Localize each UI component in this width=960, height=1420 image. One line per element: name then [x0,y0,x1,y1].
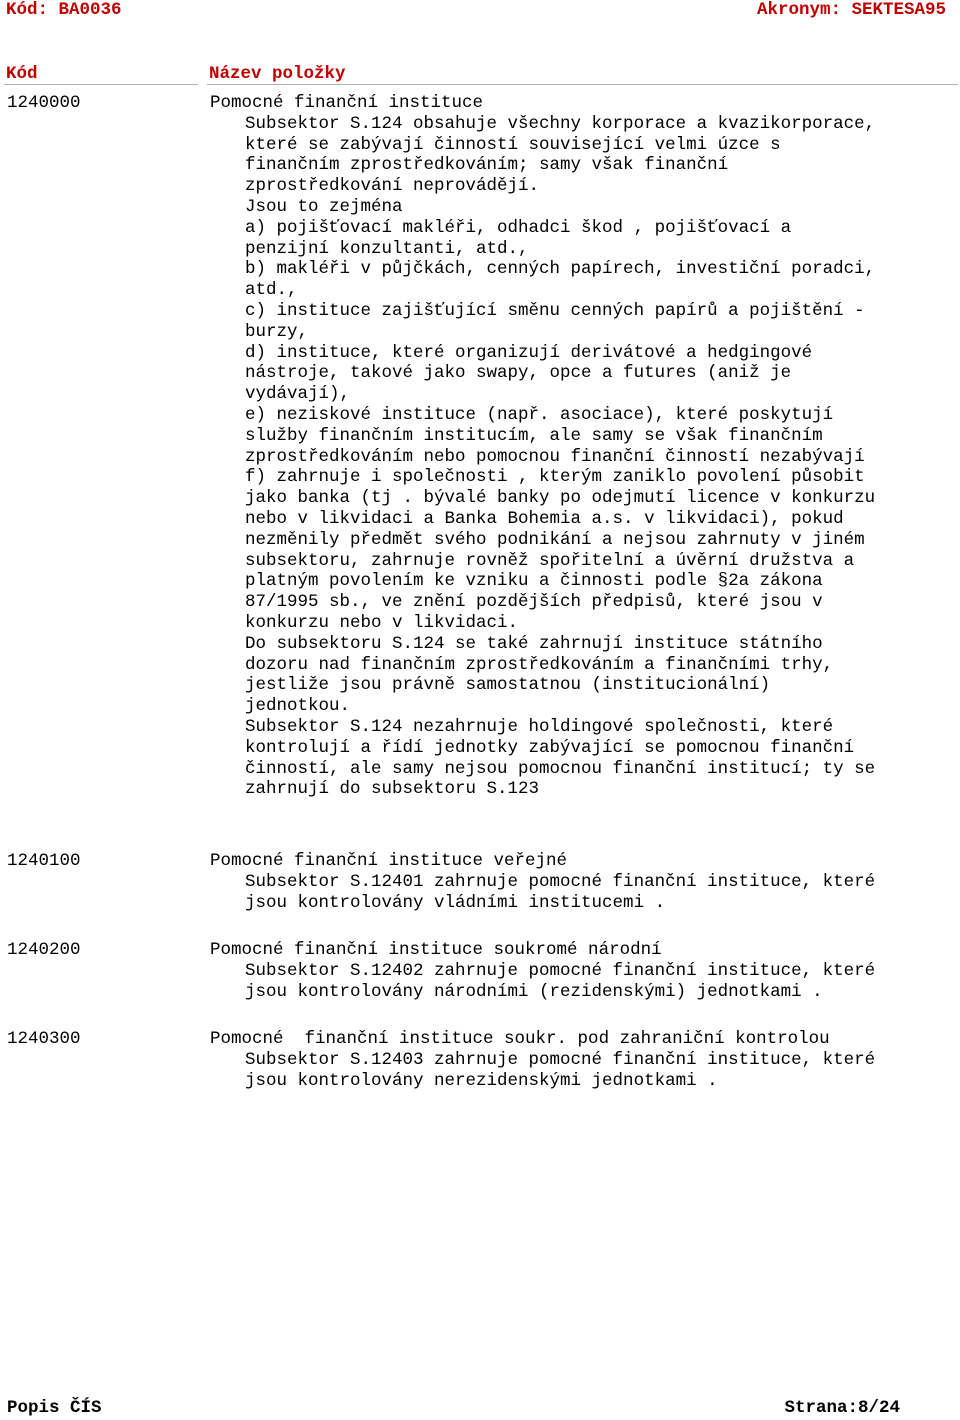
description-line: činností, ale samy nejsou pomocnou finanční institucí; ty se [245,758,876,779]
column-header-name: Název položky [209,64,346,84]
description-line: Subsektor S.12401 zahrnuje pomocné finanční instituce, které [245,871,876,892]
entry-title: Pomocné finanční instituce soukr. pod zahraniční kontrolou [210,1029,830,1049]
description-line: 87/1995 sb., ve znění pozdějších předpisů, které jsou v [245,592,823,613]
entry-description [245,872,959,914]
description-line: jednotkou. [245,696,351,717]
description-line: nezměnily předmět svého podnikání a nejsou zahrnuty v jiném [245,529,865,550]
description-line: nástroje, takové jako swapy, opce a futures (aniž je [245,363,792,384]
page-header [0,0,960,22]
description-line: Subsektor S.12402 zahrnuje pomocné finanční instituce, které [245,960,876,981]
description-line: Subsektor S.12403 zahrnuje pomocné finanční instituce, které [245,1049,876,1070]
description-line: zprostředkováním nebo pomocnou finanční činností nezabývají [245,446,865,467]
description-line: d) instituce, které organizují derivátové a hedgingové [245,342,813,363]
footer-document-name: Popis ČÍS [7,1398,102,1418]
page-footer [0,1398,960,1420]
description-line: a) pojišťovací makléři, odhadci škod , pojišťovací a [245,217,792,238]
entry-title: Pomocné finanční instituce veřejné [210,851,568,871]
entry-title: Pomocné finanční instituce soukromé národní [210,940,662,960]
entry-description [245,961,959,1003]
description-line: jako banka (tj . bývalé banky po odejmutí licence v konkurzu [245,488,876,509]
entry-code: 1240000 [7,93,81,113]
column-rule-name [207,84,958,85]
description-line: Jsou to zejména [245,196,403,217]
description-line: nebo v likvidaci a Banka Bohemia a.s. v likvidaci), pokud [245,508,844,529]
page-number: Strana:8/24 [784,1398,900,1418]
entry-description [245,114,959,800]
description-line: penzijní konzultanti, atd., [245,238,529,259]
description-line: kontrolují a řídí jednotky zabývající se pomocnou finanční [245,737,855,758]
description-line: Subsektor S.124 nezahrnuje holdingové společnosti, které [245,716,834,737]
description-line: jsou kontrolovány vládními institucemi . [245,892,666,913]
description-line: atd., [245,280,298,301]
column-header-code: Kód [6,64,38,84]
document-acronym: Akronym: SEKTESA95 [756,0,946,20]
description-line: vydávají), [245,384,351,405]
description-line: jsou kontrolovány nerezidenskými jednotkami . [245,1070,718,1091]
description-line: finančním zprostředkováním; samy však finanční [245,155,729,176]
entry-code: 1240300 [7,1029,81,1049]
description-line: Do subsektoru S.124 se také zahrnují instituce státního [245,633,823,654]
column-rule-code [4,84,198,85]
description-line: e) neziskové instituce (např. asociace), které poskytují [245,404,834,425]
entry-description [245,1050,959,1092]
description-line: c) instituce zajišťující směnu cenných papírů a pojištění - [245,300,865,321]
description-line: jestliže jsou právně samostatnou (institucionální) [245,675,771,696]
entry-title: Pomocné finanční instituce [210,93,484,113]
description-line: burzy, [245,321,309,342]
description-line: dozoru nad finančním zprostředkováním a finančními trhy, [245,654,834,675]
description-line: platným povolením ke vzniku a činnosti podle §2a zákona [245,571,823,592]
description-line: jsou kontrolovány národními (rezidenskými) jednotkami . [245,981,823,1002]
description-line: subsektoru, zahrnuje rovněž spořitelní a úvěrní družstva a [245,550,855,571]
description-line: b) makléři v půjčkách, cenných papírech, investiční poradci, [245,259,876,280]
entry-code: 1240100 [7,851,81,871]
description-line: které se zabývají činností související velmi úzce s [245,134,781,155]
description-line: zahrnují do subsektoru S.123 [245,779,540,800]
description-line: f) zahrnuje i společnosti , kterým zaniklo povolení působit [245,467,865,488]
entry-code: 1240200 [7,940,81,960]
description-line: zprostředkování neprovádějí. [245,176,540,197]
description-line: konkurzu nebo v likvidaci. [245,612,519,633]
description-line: služby finančním institucím, ale samy se však finančním [245,425,823,446]
description-line: Subsektor S.124 obsahuje všechny korporace a kvazikorporace, [245,113,876,134]
document-code: Kód: BA0036 [6,0,122,20]
